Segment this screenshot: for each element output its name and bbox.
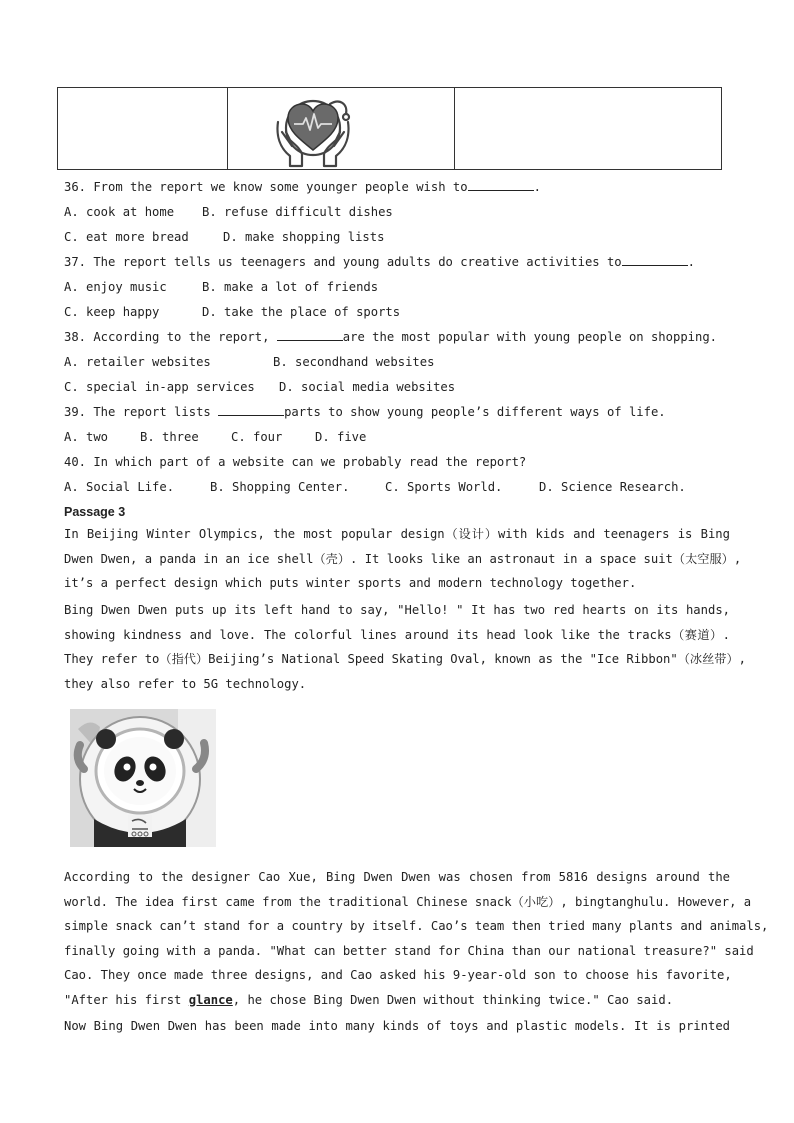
question-38-stem: 38. According to the report, are the most popular with young people on shopping. xyxy=(64,330,718,344)
option-d: D. take the place of sports xyxy=(202,305,401,319)
question-36-options-row-2 xyxy=(64,229,384,245)
question-36-options-row-1 xyxy=(64,204,393,220)
option-c: C. eat more bread xyxy=(64,230,189,244)
question-37-stem: 37. The report tells us teenagers and young adults do creative activities to . xyxy=(64,255,695,269)
passage-line: Dwen Dwen, a panda in an ice shell（壳）. It looks like an astronaut in a space suit（太空服）, xyxy=(64,551,742,566)
option-a: A. enjoy music xyxy=(64,280,167,294)
answer-blank[interactable] xyxy=(622,254,688,266)
passage-line: world. The idea first came from the traditional Chinese snack（小吃）, bingtanghulu. However, a xyxy=(64,894,752,909)
passage-line: According to the designer Cao Xue, Bing Dwen Dwen was chosen from 5816 designs around the xyxy=(64,870,730,884)
answer-blank[interactable] xyxy=(468,179,534,191)
underlined-word-glance: glance xyxy=(188,992,233,1007)
table-cell-middle xyxy=(228,88,455,169)
option-b: B. make a lot of friends xyxy=(202,280,379,294)
option-b: B. three xyxy=(140,430,199,444)
passage-line: Bing Dwen Dwen puts up its left hand to say, "Hello! " It has two red hearts on its hands, xyxy=(64,603,730,617)
passage-paragraph-4 xyxy=(64,1014,730,1039)
passage-line: they also refer to 5G technology. xyxy=(64,676,307,691)
passage-line: it’s a perfect design which puts winter sports and modern technology together. xyxy=(64,576,637,590)
option-d: D. five xyxy=(315,430,367,444)
option-c: C. Sports World. xyxy=(385,480,503,494)
option-c: C. keep happy xyxy=(64,305,160,319)
option-d: D. make shopping lists xyxy=(223,230,385,244)
question-37-options-row-2 xyxy=(64,304,400,320)
passage-line: showing kindness and love. The colorful lines around its head look like the tracks（赛道）. xyxy=(64,627,730,642)
option-a: A. Social Life. xyxy=(64,480,175,494)
question-37-options-row-1 xyxy=(64,279,378,295)
option-a: A. cook at home xyxy=(64,205,175,219)
option-b: B. Shopping Center. xyxy=(210,480,350,494)
passage-paragraph-1 xyxy=(64,522,742,596)
passage-paragraph-2 xyxy=(64,598,747,696)
table-cell-right xyxy=(455,88,721,169)
heart-in-hands-icon xyxy=(270,92,356,168)
passage-line: Now Bing Dwen Dwen has been made into many kinds of toys and plastic models. It is printed xyxy=(64,1019,730,1033)
report-table-row xyxy=(57,87,722,170)
passage-line: In Beijing Winter Olympics, the most popular design（设计）with kids and teenagers is Bing xyxy=(64,527,730,541)
passage-line: "After his first glance, he chose Bing Dwen Dwen without thinking twice." Cao said. xyxy=(64,992,674,1007)
question-39-stem: 39. The report lists parts to show young people’s different ways of life. xyxy=(64,405,666,419)
passage-paragraph-3 xyxy=(64,865,769,1012)
option-a: A. two xyxy=(64,430,109,444)
bing-dwen-dwen-photo xyxy=(70,709,216,847)
question-38-options-row-1 xyxy=(64,354,434,370)
option-d: D. social media websites xyxy=(279,380,456,394)
passage-title: Passage 3 xyxy=(64,505,126,519)
passage-line: Cao. They once made three designs, and Cao asked his 9-year-old son to choose his favorite, xyxy=(64,968,732,982)
question-38-options-row-2 xyxy=(64,379,455,395)
option-b: B. refuse difficult dishes xyxy=(202,205,393,219)
answer-blank[interactable] xyxy=(218,404,284,416)
question-40-options-row xyxy=(64,479,686,495)
option-a: A. retailer websites xyxy=(64,355,211,369)
question-40-stem: 40. In which part of a website can we probably read the report? xyxy=(64,455,527,469)
passage-line: finally going with a panda. "What can better stand for China than our national treasure?" said xyxy=(64,943,754,958)
passage-line: simple snack can’t stand for a country by itself. Cao’s team then tried many plants and animals, xyxy=(64,919,769,933)
question-39-options-row xyxy=(64,429,366,445)
panda-mascot-image xyxy=(70,709,216,847)
answer-blank[interactable] xyxy=(277,329,343,341)
option-d: D. Science Research. xyxy=(539,480,686,494)
option-c: C. special in-app services xyxy=(64,380,255,394)
option-b: B. secondhand websites xyxy=(273,355,435,369)
passage-line: They refer to（指代）Beijing’s National Speed Skating Oval, known as the "Ice Ribbon"（冰丝带）, xyxy=(64,652,747,666)
question-36-stem: 36. From the report we know some younger people wish to . xyxy=(64,180,541,194)
table-cell-left xyxy=(58,88,228,169)
option-c: C. four xyxy=(231,430,283,444)
